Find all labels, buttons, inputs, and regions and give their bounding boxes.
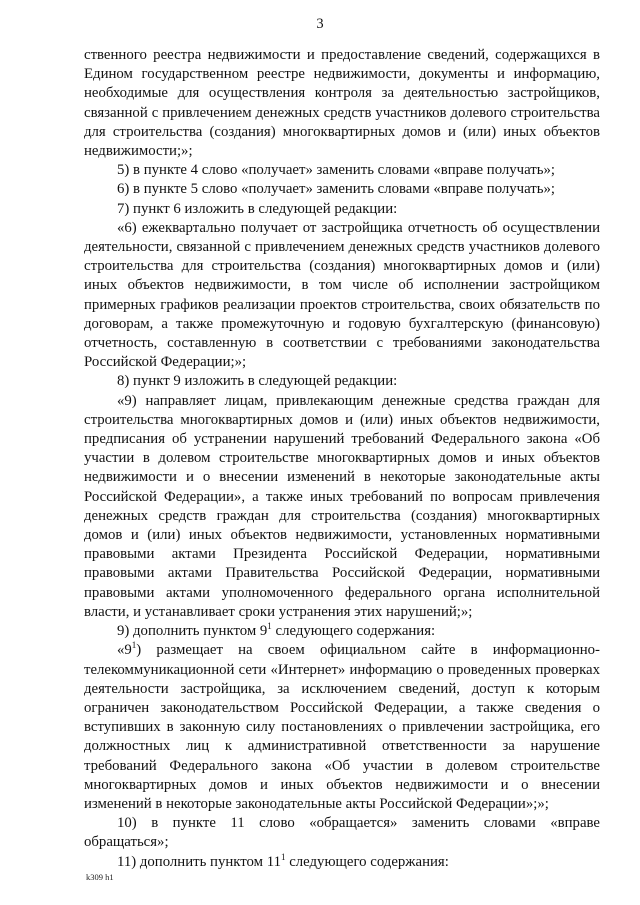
page-number: 3 bbox=[316, 16, 324, 32]
item-11-text-before: 11) дополнить пунктом 11 bbox=[117, 853, 281, 870]
item-9-text-after: следующего содержания: bbox=[271, 623, 436, 640]
paragraph-item-10: 10) в пункте 11 слово «обращается» заменить словами «вправе обращаться»; bbox=[84, 815, 600, 851]
item-9-text-before: 9) дополнить пунктом 9 bbox=[117, 623, 268, 640]
paragraph-clause-9-text: «9) направляет лицам, привлекающим денежные средства граждан для строительства многоквартирных домов и (или) иных объектов недвижимости, предписания об устранении нарушений требований Федерального закона «Об участии в долевом строительстве многоквартирных домов и иных объектов недвижимости и о внесении изменений в некоторые законодательные акты Российской Федерации», а также иных требований по вопросам привлечения денежных средств граждан для строительства (создания) многоквартирных домов и (или) иных объектов недвижимости, установленных нормативными правовыми актами Президента Российской Федерации, нормативными правовыми актами Правительства Российской Федерации, нормативными правовыми актами уполномоченного федерального органа исполнительной власти, и устанавливает сроки устранения этих нарушений;»; bbox=[84, 392, 600, 620]
paragraph-clause-6-text: «6) ежеквартально получает от застройщика отчетность об осуществлении деятельности, связанной с привлечением денежных средств участников долевого строительства для строительства (создания) многоквартирных домов и (или) иных объектов недвижимости, в том числе об исполнении застройщиком примерных графиков реализации проектов строительства, своих обязательств по договорам, а также промежуточную и годовую бухгалтерскую (финансовую) отчетность, составленную в соответствии с требованиями законодательства Российской Федерации;»; bbox=[84, 219, 600, 371]
paragraph-clause-9-1-text bbox=[84, 641, 600, 814]
document-body bbox=[84, 46, 600, 872]
item-11-text-after: следующего содержания: bbox=[285, 853, 449, 870]
paragraph-item-11 bbox=[84, 853, 600, 872]
paragraph-item-5: 5) в пункте 4 слово «получает» заменить словами «вправе получать»; bbox=[117, 162, 556, 179]
footer-document-code: k309 h1 bbox=[86, 872, 114, 882]
clause-9-1-text-before: «9 bbox=[117, 642, 132, 659]
paragraph-item-9 bbox=[84, 622, 600, 641]
paragraph-item-8: 8) пункт 9 изложить в следующей редакции: bbox=[117, 373, 398, 390]
paragraph-item-6: 6) в пункте 5 слово «получает» заменить словами «вправе получать»; bbox=[117, 181, 556, 198]
clause-9-1-text-after: ) размещает на своем официальном сайте в информационно-телекоммуникационной сети «Интернет» информацию о проведенных проверках деятельности застройщика, за исключением сведений, доступ к которым ограничен законодательством Российской Федерации, а также сведения о вступивших в законную силу постановлениях о привлечении застройщика, его должностных лиц к административной ответственности за нарушение требований Федерального закона «Об участии в долевом строительстве многоквартирных домов и иных объектов недвижимости и о внесении изменений в некоторые законодательные акты Российской Федерации»;»; bbox=[84, 642, 600, 812]
paragraph-item-7: 7) пункт 6 изложить в следующей редакции: bbox=[117, 200, 398, 217]
paragraph-continuation: ственного реестра недвижимости и предоставление сведений, содержащихся в Едином государственном реестре недвижимости, документы и информацию, необходимые для осуществления контроля за деятельностью застройщиков, связанной с привлечением денежных средств участников долевого строительства для строительства (создания) многоквартирных домов и (или) иных объектов недвижимости;»; bbox=[84, 47, 600, 160]
item-9-superscript: 1 bbox=[267, 621, 272, 632]
clause-9-1-superscript: 1 bbox=[131, 640, 137, 651]
item-11-superscript: 1 bbox=[281, 851, 286, 862]
